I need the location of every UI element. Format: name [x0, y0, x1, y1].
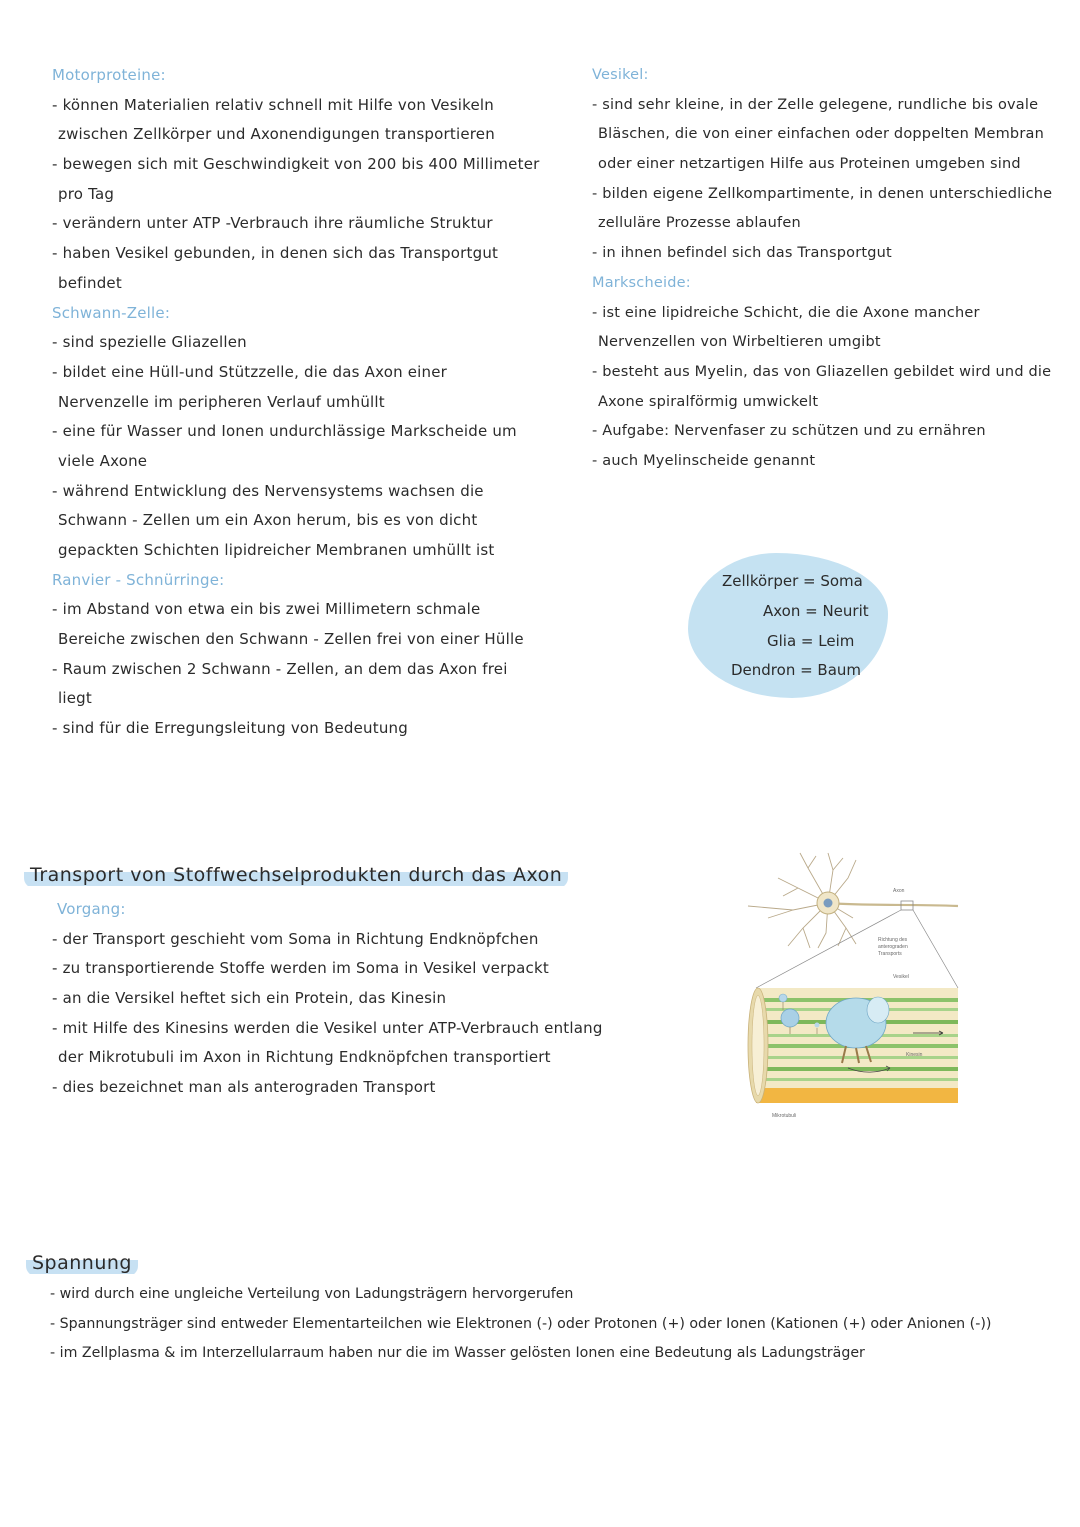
nucleus-shape: [824, 899, 833, 908]
transport-section: [52, 895, 603, 1103]
markscheide-line: Axone spiralförmig umwickelt: [598, 393, 819, 410]
schwann-line: - während Entwicklung des Nervensystems wachsen die: [52, 481, 484, 500]
motorproteine-line: - bewegen sich mit Geschwindigkeit von 200 bis 400 Millimeter: [52, 155, 540, 174]
motorproteine-line: - können Materialien relativ schnell mit Hilfe von Vesikeln: [52, 95, 494, 114]
label-axon: Axon: [893, 888, 905, 894]
ranvier-line: - im Abstand von etwa ein bis zwei Millimetern schmale: [52, 600, 481, 619]
transport-line: - dies bezeichnet man als anterograden Transport: [52, 1078, 436, 1097]
vesikel-heading: Vesikel:: [592, 67, 649, 83]
schwann-heading: Schwann-Zelle:: [52, 303, 171, 322]
glossary-item: Glia = Leim: [767, 632, 855, 650]
vesikel-line: zelluläre Prozesse ablaufen: [598, 215, 801, 232]
glossary-item: Zellkörper = Soma: [722, 572, 863, 590]
label-richtung: anterograden: [878, 944, 908, 950]
axon-transport-diagram: [738, 848, 963, 1123]
markscheide-heading: Markscheide:: [592, 274, 691, 291]
motorproteine-line: - verändern unter ATP -Verbrauch ihre räumliche Struktur: [52, 214, 493, 233]
vesikel-section: [592, 61, 1052, 477]
vesikel-line: - sind sehr kleine, in der Zelle gelegene, rundliche bis ovale: [592, 96, 1039, 113]
label-vesikel: Vesikel: [893, 974, 909, 980]
motorproteine-line: befindet: [58, 273, 122, 292]
schwann-line: Nervenzelle im peripheren Verlauf umhüllt: [58, 392, 385, 411]
transport-line: - mit Hilfe des Kinesins werden die Vesikel unter ATP-Verbrauch entlang: [52, 1018, 603, 1037]
motorproteine-heading: Motorproteine:: [52, 66, 166, 84]
ranvier-line: - sind für die Erregungsleitung von Bedeutung: [52, 719, 408, 738]
motorproteine-line: - haben Vesikel gebunden, in denen sich das Transportgut: [52, 244, 499, 263]
glossary-item: Axon = Neurit: [763, 602, 869, 620]
zoom-line: [913, 910, 958, 988]
transport-line: - zu transportierende Stoffe werden im Soma in Vesikel verpackt: [52, 959, 549, 978]
transport-line: der Mikrotubuli im Axon in Richtung Endknöpfchen transportiert: [58, 1048, 551, 1067]
transport-line: - an die Versikel heftet sich ein Protein, das Kinesin: [52, 989, 447, 1008]
ranvier-line: liegt: [58, 689, 92, 708]
spannung-line: - wird durch eine ungleiche Verteilung von Ladungsträgern hervorgerufen: [50, 1286, 574, 1302]
ranvier-heading: Ranvier - Schnürringe:: [52, 570, 225, 589]
transport-line: - der Transport geschieht vom Soma in Richtung Endknöpfchen: [52, 929, 539, 948]
motorproteine-line: zwischen Zellkörper und Axonendigungen transportieren: [58, 125, 495, 144]
motorproteine-line: pro Tag: [58, 184, 115, 203]
markscheide-line: - Aufgabe: Nervenfaser zu schützen und zu ernähren: [592, 423, 986, 440]
schwann-line: gepackten Schichten lipidreicher Membranen umhüllt ist: [58, 541, 495, 559]
label-richtung: Transports: [878, 951, 902, 957]
transport-title: Transport von Stoffwechselprodukten durch das Axon: [24, 862, 568, 888]
vesikel-line: - bilden eigene Zellkompartimente, in denen unterschiedliche: [592, 185, 1053, 202]
schwann-line: Schwann - Zellen um ein Axon herum, bis es von dicht: [58, 511, 478, 530]
label-kinesin: Kinesin: [906, 1052, 923, 1058]
schwann-line: viele Axone: [58, 451, 148, 470]
spannung-line: - Spannungsträger sind entweder Elementarteilchen wie Elektronen (-) oder Protonen (+) oder Ionen (Kationen (+) oder Anionen (-)): [50, 1315, 992, 1332]
markscheide-line: - ist eine lipidreiche Schicht, die die Axone mancher: [592, 304, 980, 321]
label-richtung: Richtung des: [878, 937, 908, 943]
ranvier-line: - Raum zwischen 2 Schwann - Zellen, an dem das Axon frei: [52, 659, 508, 678]
spannung-line: - im Zellplasma & im Interzellularraum haben nur die im Wasser gelösten Ionen eine Bedeutung als Ladungsträger: [50, 1345, 865, 1362]
ranvier-line: Bereiche zwischen den Schwann - Zellen frei von einer Hülle: [58, 630, 524, 649]
markscheide-line: - auch Myelinscheide genannt: [592, 452, 816, 469]
markscheide-line: - besteht aus Myelin, das von Gliazellen gebildet wird und die: [592, 363, 1052, 380]
schwann-line: - eine für Wasser und Ionen undurchlässige Markscheide um: [52, 422, 517, 441]
schwann-line: - sind spezielle Gliazellen: [52, 333, 247, 352]
spannung-title: Spannung: [26, 1250, 138, 1276]
vesikel-line: oder einer netzartigen Hilfe aus Proteinen umgeben sind: [598, 156, 1021, 173]
vesikel-line: Bläschen, die von einer einfachen oder doppelten Membran: [598, 126, 1044, 143]
schwann-line: - bildet eine Hüll-und Stützzelle, die das Axon einer: [52, 362, 448, 381]
spannung-section: [50, 1280, 991, 1369]
glossary-item: Dendron = Baum: [731, 661, 862, 679]
label-mikrotubuli: Mikrotubuli: [772, 1113, 797, 1119]
transport-subheading: Vorgang:: [57, 900, 126, 918]
vesikel-line: - in ihnen befindel sich das Transportgut: [592, 245, 892, 262]
markscheide-line: Nervenzellen von Wirbeltieren umgibt: [598, 334, 881, 351]
motorproteine-section: [52, 61, 539, 744]
